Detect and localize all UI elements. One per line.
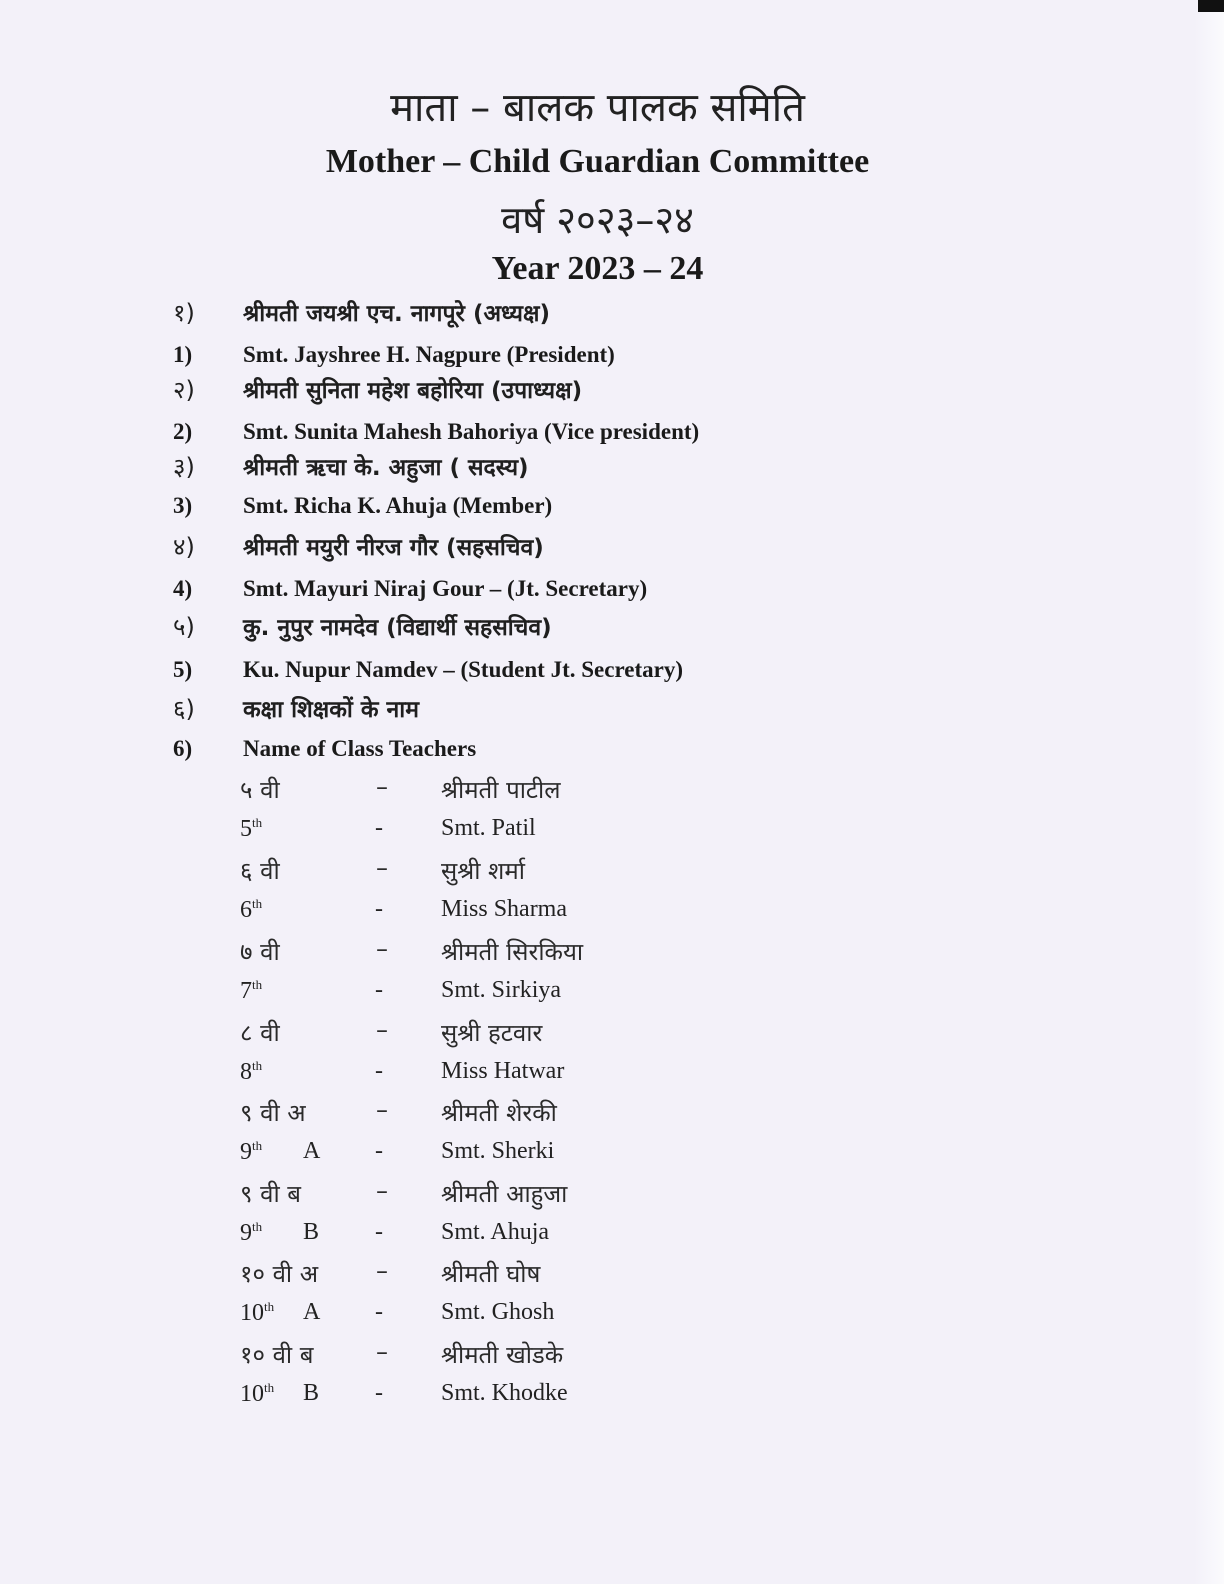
ordinal-suffix: th: [264, 1380, 275, 1395]
class-number: 9: [240, 1220, 252, 1246]
section-label: A: [303, 1299, 321, 1325]
member-number-english: 6): [173, 736, 193, 761]
member-number-hindi: २): [173, 376, 195, 404]
class-label-hindi: ८ वी: [240, 1019, 280, 1047]
ordinal-suffix: th: [264, 1299, 275, 1314]
member-name-hindi: श्रीमती मयुरी नीरज गौर (सहसचिव): [243, 535, 544, 561]
dash-separator: -: [375, 1138, 383, 1164]
member-name-hindi: श्रीमती जयश्री एच. नागपूरे (अध्यक्ष): [243, 301, 551, 327]
class-label-hindi: ५ वी: [240, 776, 280, 804]
teacher-name-hindi: सुश्री शर्मा: [441, 857, 525, 885]
class-teachers-heading-hindi: कक्षा शिक्षकों के नाम: [243, 697, 419, 723]
class-teachers-heading-english: Name of Class Teachers: [243, 736, 477, 761]
teacher-name-english: Smt. Patil: [441, 815, 536, 841]
class-label-hindi: १० वी अ: [240, 1260, 319, 1288]
dash-separator: –: [376, 1257, 388, 1285]
class-number: 6: [240, 897, 252, 923]
member-number-hindi: १): [173, 299, 195, 327]
teacher-name-hindi: सुश्री हटवार: [441, 1019, 543, 1047]
class-label-english: [240, 977, 262, 1005]
teacher-name-hindi: श्रीमती घोष: [441, 1260, 541, 1288]
teacher-name-english: Smt. Ahuja: [441, 1219, 550, 1245]
teacher-name-english: Miss Sharma: [441, 896, 567, 922]
ordinal-suffix: th: [252, 1058, 263, 1073]
year-hindi: वर्ष २०२३–२४: [501, 198, 694, 242]
teacher-name-english: Smt. Sirkiya: [441, 977, 562, 1003]
teacher-name-english: Smt. Khodke: [441, 1380, 568, 1406]
class-number: 7: [240, 978, 252, 1004]
class-label-hindi: ९ वी ब: [240, 1180, 302, 1208]
class-number: 5: [240, 816, 252, 842]
class-label-english: [240, 1058, 262, 1086]
dash-separator: –: [376, 935, 388, 963]
teacher-name-hindi: श्रीमती खोडके: [441, 1341, 564, 1369]
member-number-english: 5): [173, 657, 193, 682]
title-hindi: माता – बालक पालक समिति: [390, 85, 805, 131]
member-name-english: Smt. Mayuri Niraj Gour – (Jt. Secretary): [243, 576, 648, 601]
member-number-english: 2): [173, 419, 193, 444]
ordinal-suffix: th: [252, 1138, 263, 1153]
dash-separator: -: [375, 896, 383, 922]
dash-separator: -: [375, 1219, 383, 1245]
class-number: 10: [240, 1300, 264, 1326]
member-number-hindi: ३): [173, 453, 195, 481]
dash-separator: –: [376, 854, 388, 882]
class-label-english: [240, 1219, 262, 1247]
dash-separator: -: [375, 815, 383, 841]
member-number-hindi: ५): [173, 613, 195, 641]
class-label-english: [240, 896, 262, 924]
teacher-name-hindi: श्रीमती सिरकिया: [441, 938, 584, 966]
class-label-english: [240, 815, 262, 843]
dash-separator: –: [376, 1016, 388, 1044]
member-name-english: Smt. Jayshree H. Nagpure (President): [243, 342, 615, 367]
dash-separator: –: [376, 1096, 388, 1124]
class-number: 8: [240, 1059, 252, 1085]
class-label-hindi: १० वी ब: [240, 1341, 314, 1369]
dash-separator: -: [375, 977, 383, 1003]
member-number-hindi: ६): [173, 695, 195, 723]
member-number-english: 1): [173, 342, 193, 367]
member-name-hindi: कु. नुपुर नामदेव (विद्यार्थी सहसचिव): [243, 615, 552, 641]
teacher-name-hindi: श्रीमती शेरकी: [441, 1099, 557, 1127]
class-label-hindi: ६ वी: [240, 857, 280, 885]
member-name-english: Smt. Richa K. Ahuja (Member): [243, 493, 553, 518]
ordinal-suffix: th: [252, 896, 263, 911]
teacher-name-english: Miss Hatwar: [441, 1058, 565, 1084]
dash-separator: -: [375, 1380, 383, 1406]
member-name-hindi: श्रीमती ऋचा के. अहुजा ( सदस्य): [243, 455, 529, 481]
teacher-name-hindi: श्रीमती पाटील: [441, 776, 561, 804]
ordinal-suffix: th: [252, 815, 263, 830]
year-english: Year 2023 – 24: [491, 250, 704, 287]
member-number-english: 4): [173, 576, 193, 601]
class-label-hindi: ७ वी: [240, 938, 280, 966]
class-number: 9: [240, 1139, 252, 1165]
class-label-english: [240, 1299, 274, 1327]
dash-separator: –: [376, 773, 388, 801]
teacher-name-english: Smt. Ghosh: [441, 1299, 555, 1325]
ordinal-suffix: th: [252, 977, 263, 992]
scan-edge: [1194, 0, 1224, 1584]
member-number-english: 3): [173, 493, 193, 518]
ordinal-suffix: th: [252, 1219, 263, 1234]
member-number-hindi: ४): [173, 533, 195, 561]
class-label-hindi: ९ वी अ: [240, 1099, 306, 1127]
scan-corner-mark: [1198, 0, 1224, 12]
title-english: Mother – Child Guardian Committee: [325, 143, 870, 180]
teacher-name-hindi: श्रीमती आहुजा: [441, 1180, 568, 1208]
member-name-english: Smt. Sunita Mahesh Bahoriya (Vice president): [243, 419, 700, 444]
dash-separator: -: [375, 1058, 383, 1084]
class-number: 10: [240, 1381, 264, 1407]
section-label: A: [303, 1138, 321, 1164]
dash-separator: -: [375, 1299, 383, 1325]
section-label: B: [303, 1380, 320, 1406]
dash-separator: –: [376, 1177, 388, 1205]
member-name-hindi: श्रीमती सुनिता महेश बहोरिया (उपाध्यक्ष): [243, 378, 583, 404]
dash-separator: –: [376, 1338, 388, 1366]
section-label: B: [303, 1219, 320, 1245]
class-label-english: [240, 1380, 274, 1408]
member-name-english: Ku. Nupur Namdev – (Student Jt. Secretary): [243, 657, 683, 682]
teacher-name-english: Smt. Sherki: [441, 1138, 555, 1164]
class-label-english: [240, 1138, 262, 1166]
